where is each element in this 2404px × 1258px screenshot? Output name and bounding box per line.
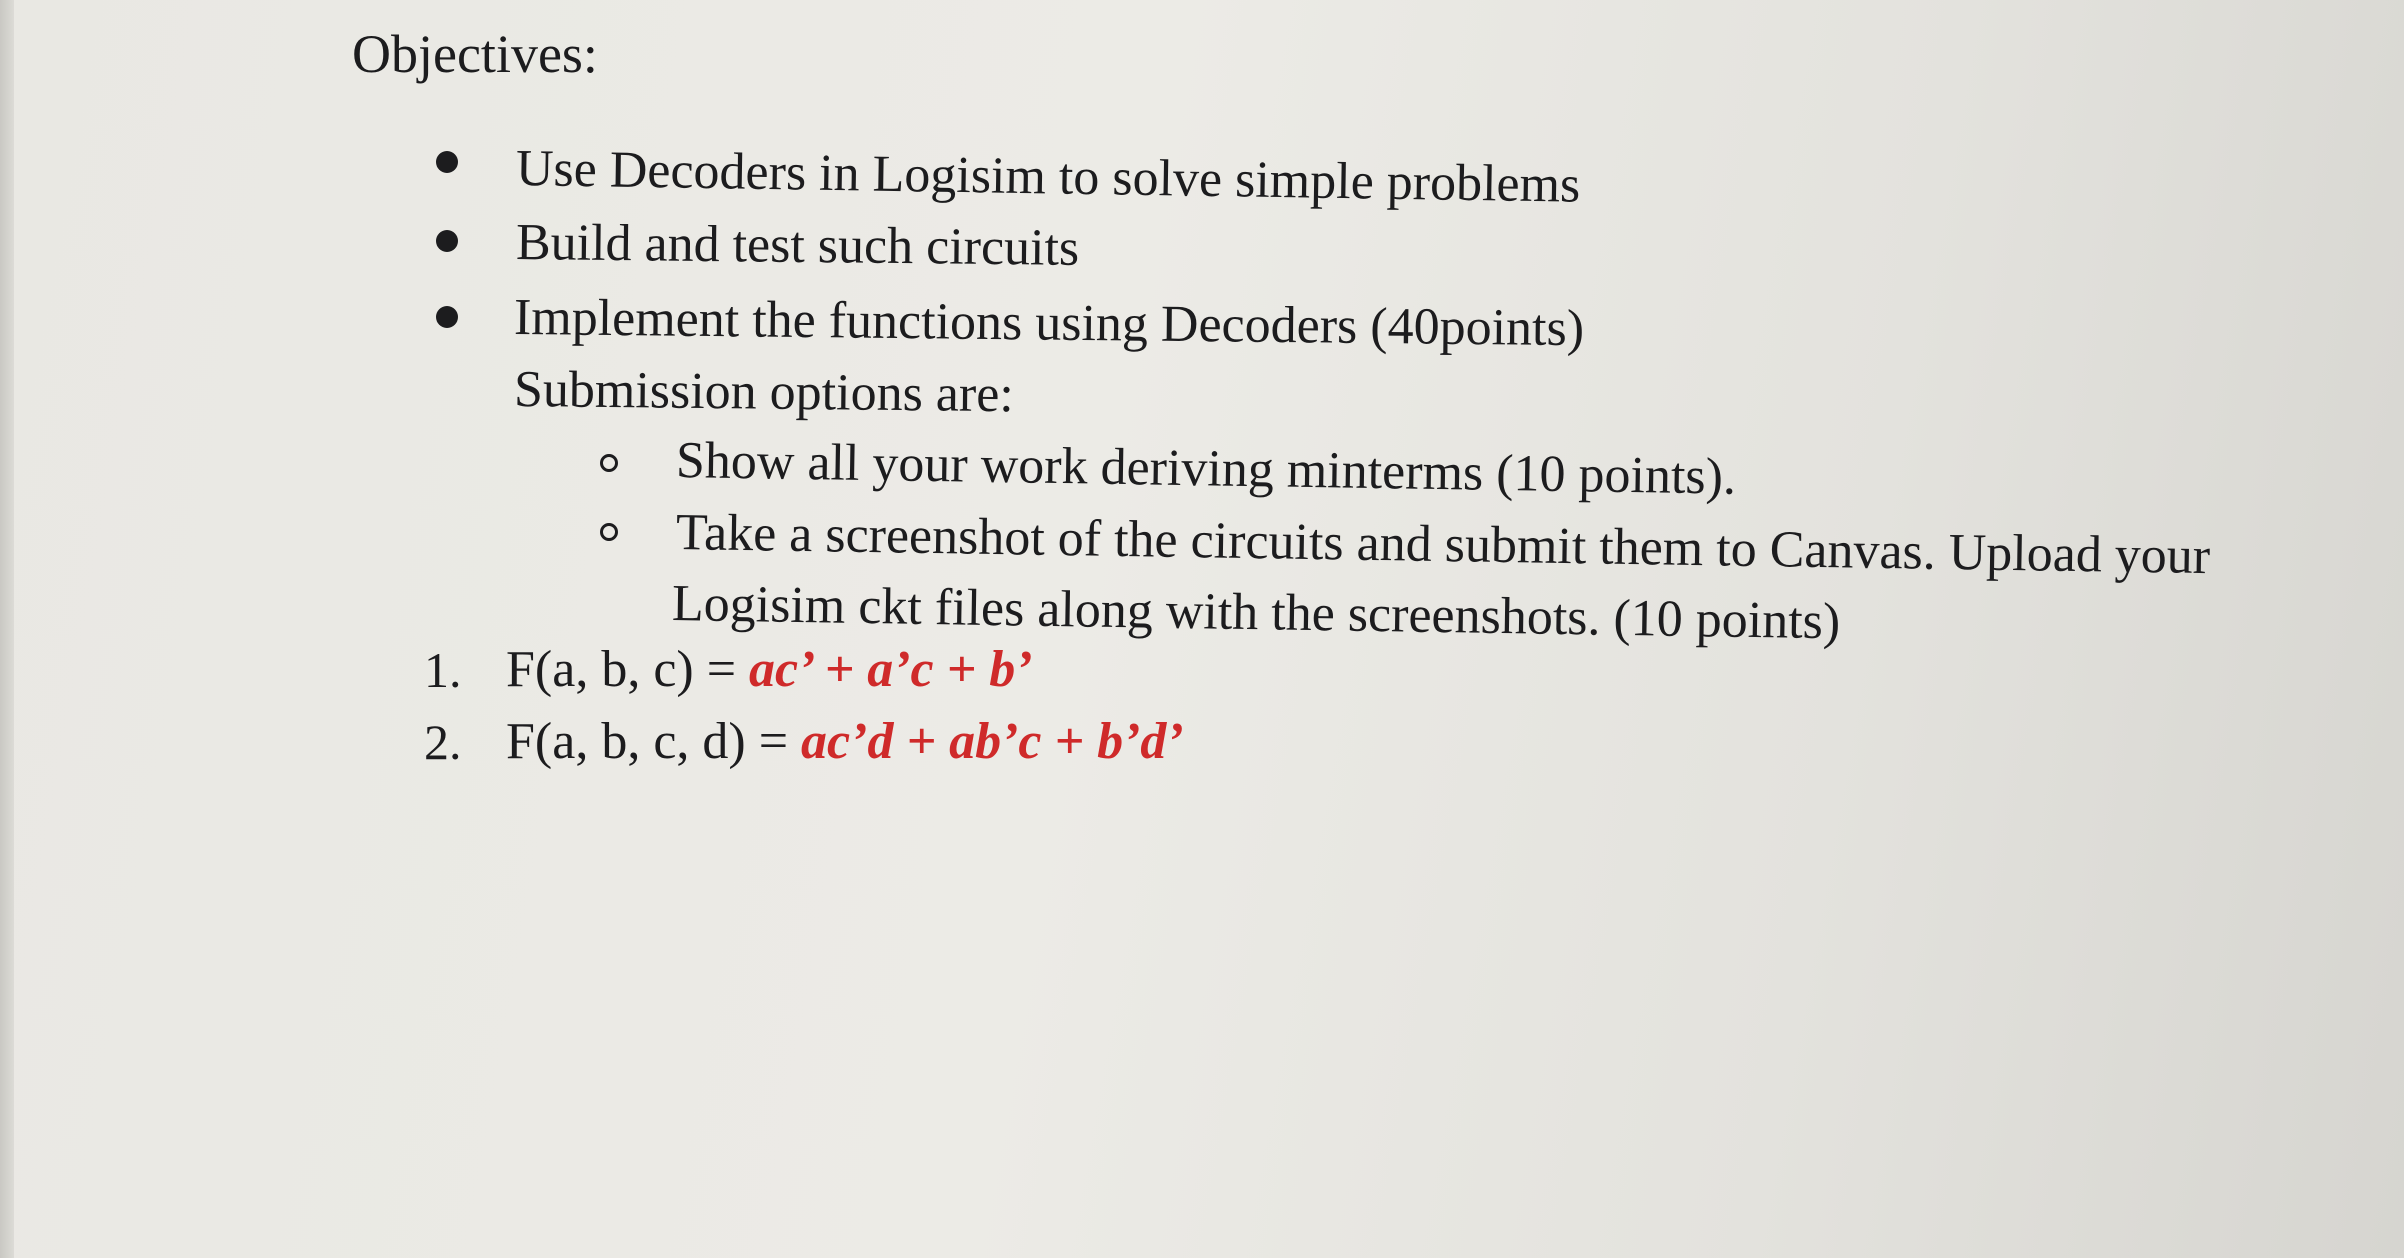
sub-option-text: Take a screenshot of the circuits and submit them to Canvas. Upload your [675,504,2211,586]
bullet-dot-icon [436,151,458,173]
function-rhs: ac’ + a’c + b’ [749,641,1033,698]
function-lhs: F(a, b, c) = [506,641,737,698]
bullet-text: Build and test such circuits [515,214,1080,277]
function-row [506,639,1033,701]
bullet-dot-icon [436,306,458,328]
hollow-bullet-icon [600,454,618,472]
sub-option-text-continued: Logisim ckt files along with the screenshots. (10 points) [671,575,1841,651]
objectives-heading: Objectives: [352,24,598,84]
bullet-text: Use Decoders in Logisim to solve simple problems [515,140,1581,214]
list-number: 2. [424,714,462,770]
function-lhs: F(a, b, c, d) = [506,713,789,770]
hollow-bullet-icon [600,523,618,541]
sub-option-text: Show all your work deriving minterms (10 points). [675,432,1737,506]
function-rhs: ac’d + ab’c + b’d’ [801,713,1184,770]
bullet-text: Implement the functions using Decoders (40points) [513,289,1585,358]
function-row [506,711,1184,773]
list-number: 1. [424,642,462,698]
bullet-dot-icon [436,230,458,252]
submission-intro: Submission options are: [513,361,1015,424]
